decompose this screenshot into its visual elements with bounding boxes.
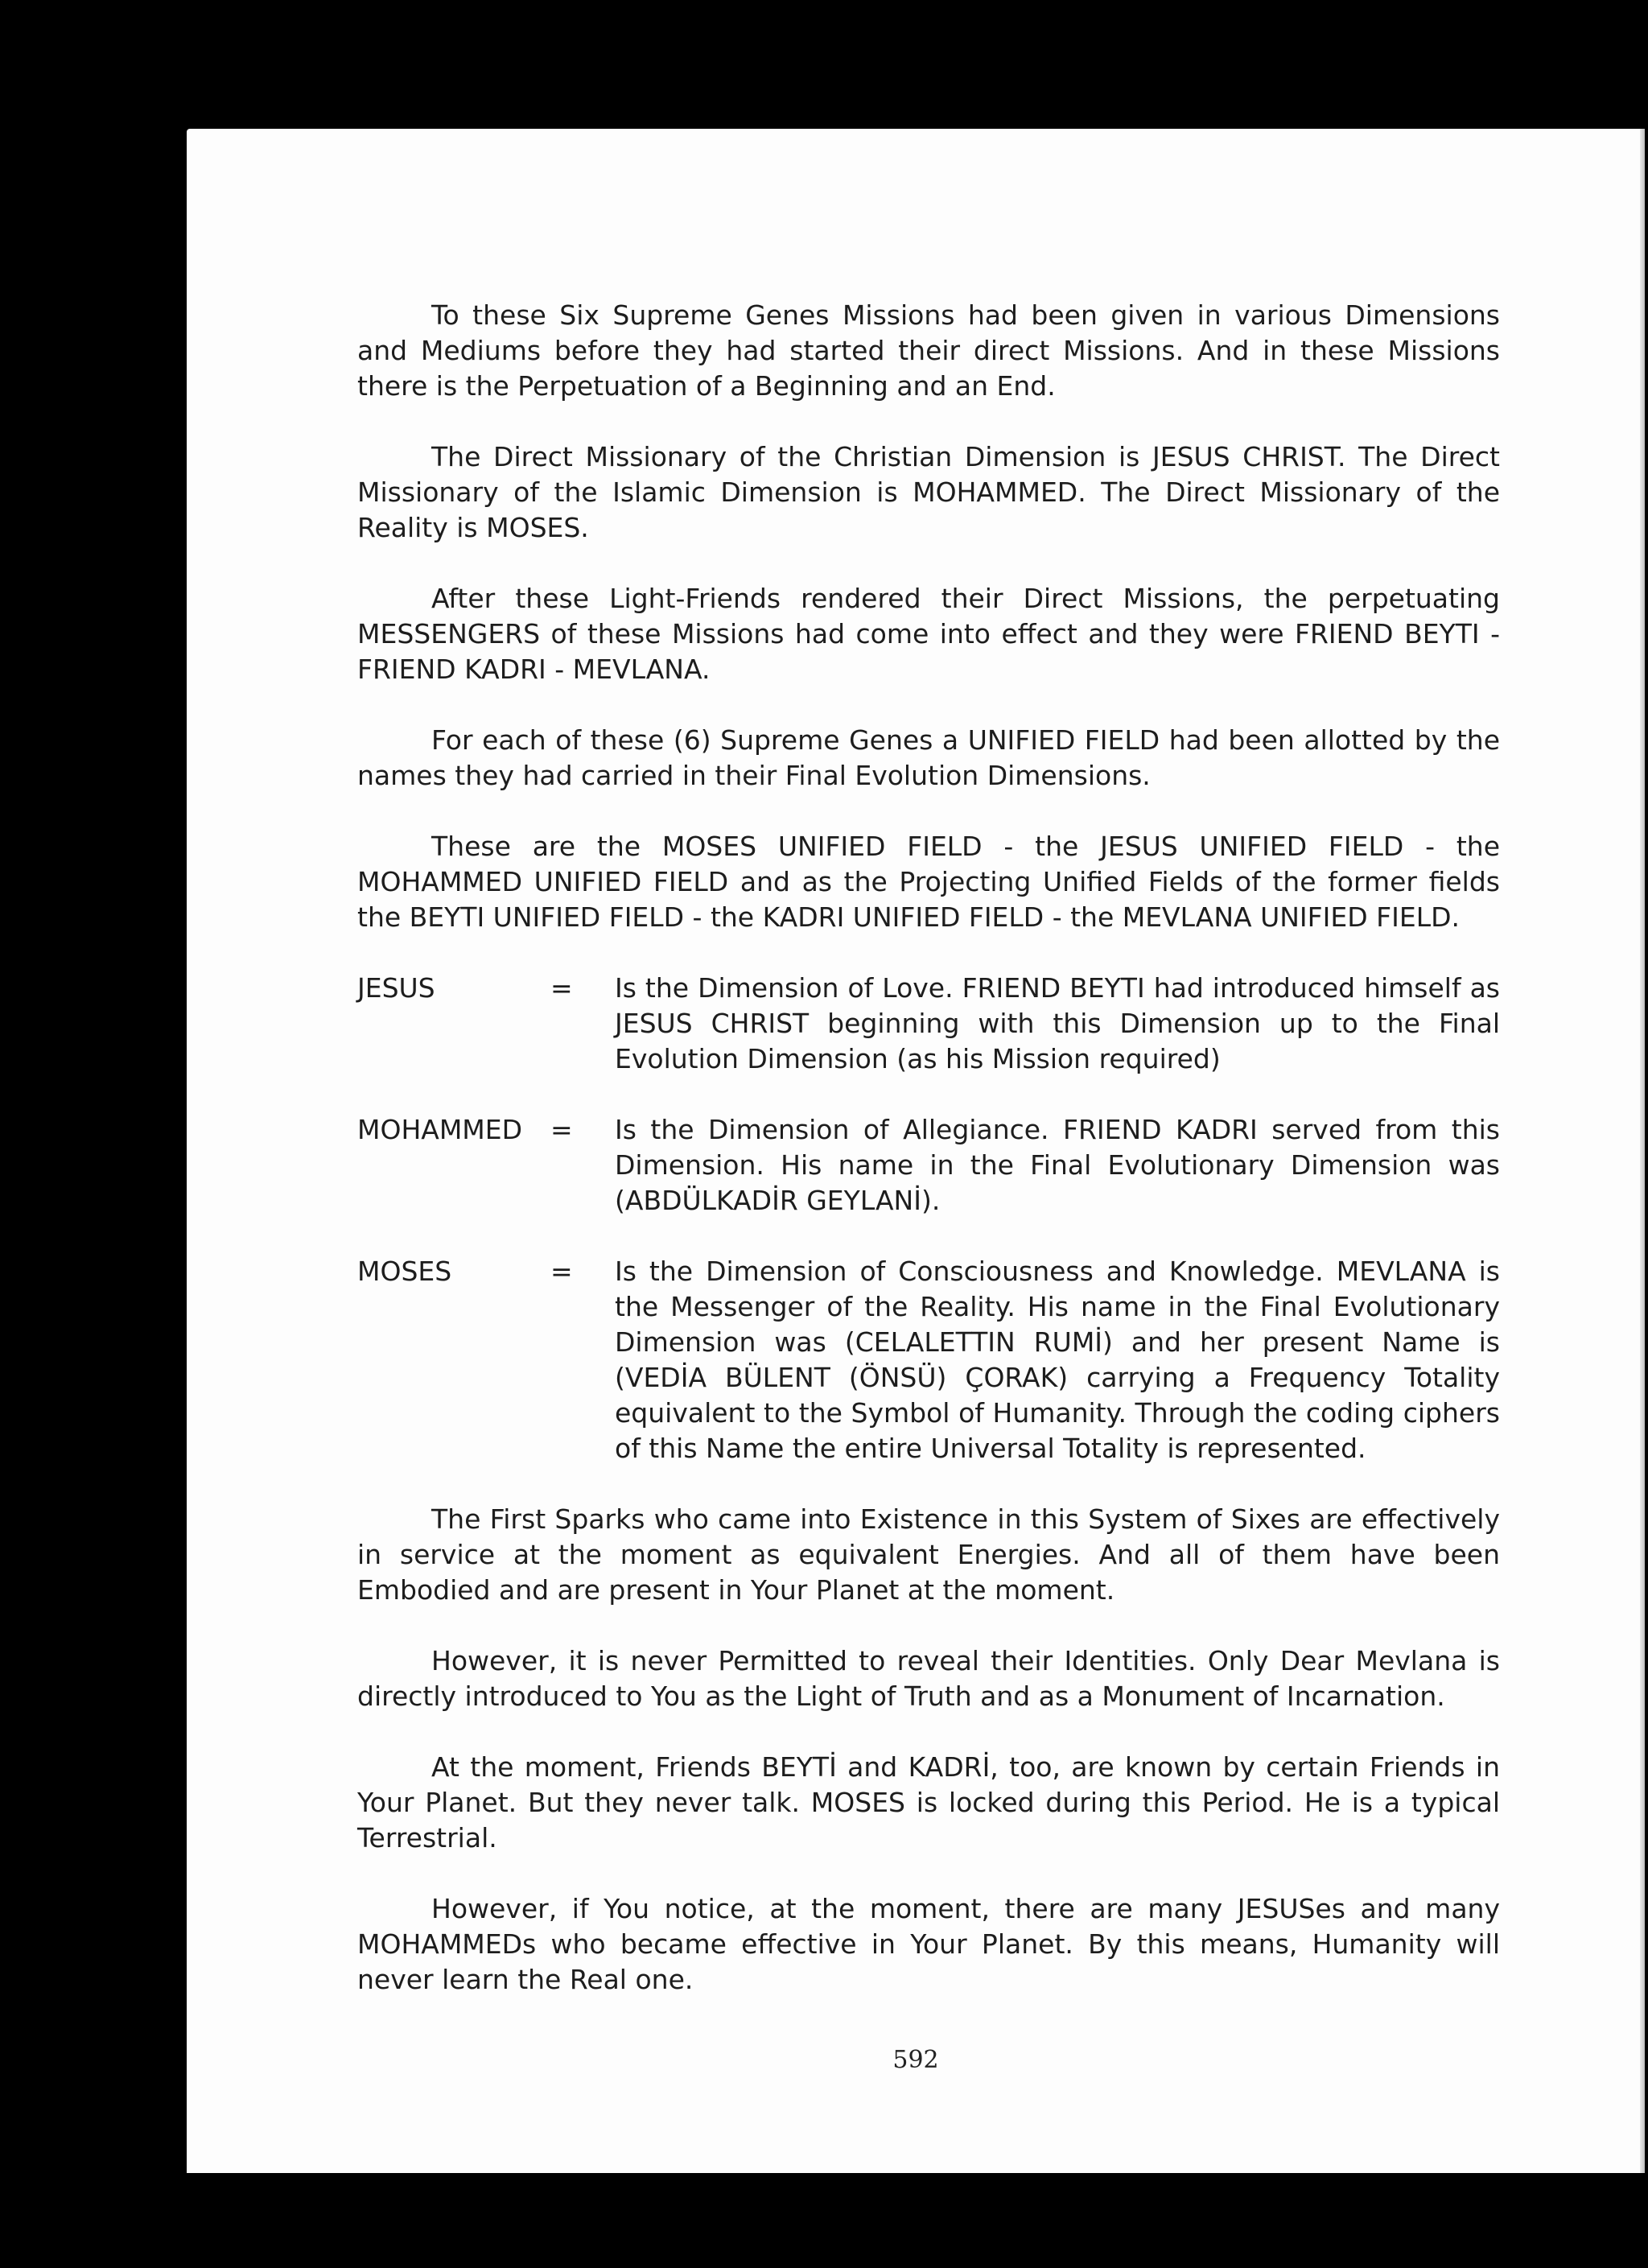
definition-text: Is the Dimension of Love. FRIEND BEYTI had introduced himself as JESUS CHRIST beginning with this Dimension up to the Final Evolution Dimension (as his Mission required) xyxy=(615,972,1500,1074)
equals-sign: = xyxy=(550,972,573,1004)
definition-text: Is the Dimension of Allegiance. FRIEND KADRI served from this Dimension. His name in the Final Evolutionary Dimension was (ABDÜLKADİR GEYLANİ). xyxy=(615,1114,1500,1216)
paragraph: The First Sparks who came into Existence in this System of Sixes are effectively in service at the moment as equivalent Energies. And all of them have been Embodied and are present in Your Planet at the moment. xyxy=(357,1503,1500,1606)
definition-text: Is the Dimension of Consciousness and Knowledge. MEVLANA is the Messenger of the Reality. His name in the Final Evolutionary Dimension was (CELALETTIN RUMİ) and her present Name is (VEDİA BÜLENT (ÖNSÜ) ÇORAK) carrying a Frequency Totality equivalent to the Symbol of Humanity. Through the coding ciphers of this Name the entire Universal Totality is represented. xyxy=(615,1256,1500,1464)
definition-term: JESUS xyxy=(357,972,435,1004)
definition-moses xyxy=(357,1254,1500,1466)
paragraph: To these Six Supreme Genes Missions had been given in various Dimensions and Mediums before they had started their direct Missions. And in these Missions there is the Perpetuation of a Beginning and an End. xyxy=(357,299,1500,402)
paragraph: However, if You notice, at the moment, there are many JESUSes and many MOHAMMEDs who became effective in Your Planet. By this means, Humanity will never learn the Real one. xyxy=(357,1893,1500,1995)
book-page xyxy=(187,129,1645,2173)
definition-jesus xyxy=(357,971,1500,1077)
paragraph: These are the MOSES UNIFIED FIELD - the JESUS UNIFIED FIELD - the MOHAMMED UNIFIED FIELD and as the Projecting Unified Fields of the former fields the BEYTI UNIFIED FIELD - the KADRI UNIFIED FIELD - the MEVLANA UNIFIED FIELD. xyxy=(357,831,1500,933)
page-number: 592 xyxy=(892,2046,939,2074)
paragraph: After these Light-Friends rendered their Direct Missions, the perpetuating MESSENGERS of these Missions had come into effect and they were FRIEND BEYTI - FRIEND KADRI - MEVLANA. xyxy=(357,583,1500,685)
definition-term: MOSES xyxy=(357,1256,452,1287)
definition-term: MOHAMMED xyxy=(357,1114,523,1145)
definition-mohammed xyxy=(357,1112,1500,1219)
paragraph: However, it is never Permitted to reveal their Identities. Only Dear Mevlana is directly introduced to You as the Light of Truth and as a Monument of Incarnation. xyxy=(357,1645,1500,1712)
paragraph: At the moment, Friends BEYTİ and KADRİ, too, are known by certain Friends in Your Planet. But they never talk. MOSES is locked during this Period. He is a typical Terrestrial. xyxy=(357,1751,1500,1854)
equals-sign: = xyxy=(550,1256,573,1287)
page-body xyxy=(357,298,1500,2033)
paragraph: The Direct Missionary of the Christian Dimension is JESUS CHRIST. The Direct Missionary of the Islamic Dimension is MOHAMMED. The Direct Missionary of the Reality is MOSES. xyxy=(357,441,1500,543)
equals-sign: = xyxy=(550,1114,573,1145)
paragraph: For each of these (6) Supreme Genes a UNIFIED FIELD had been allotted by the names they had carried in their Final Evolution Dimensions. xyxy=(357,724,1500,791)
